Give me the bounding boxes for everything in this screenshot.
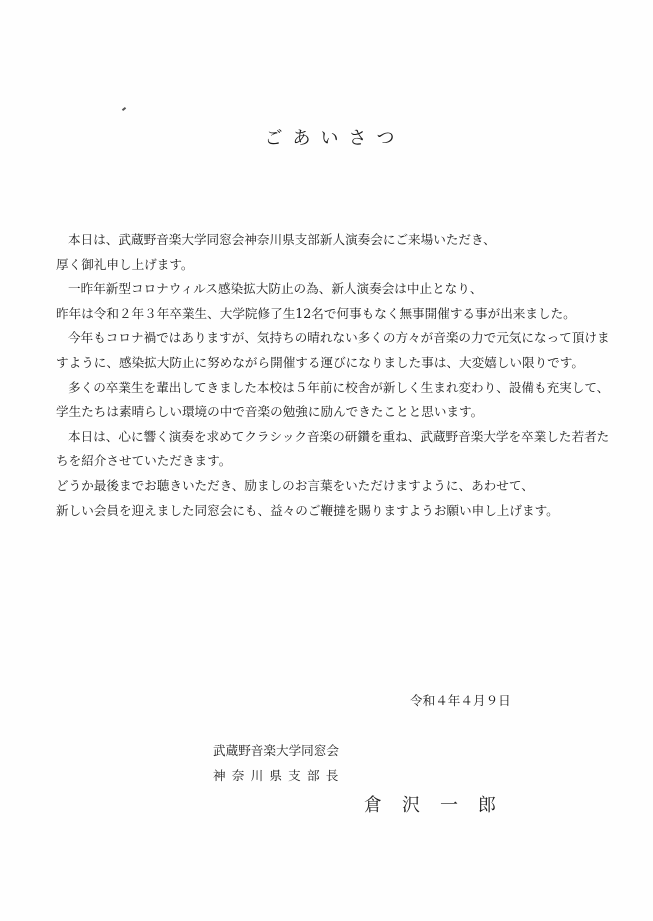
paragraph-introduction: 本日は、心に響く演奏を求めてクラシック音楽の研鑽を重ね、武蔵野音楽大学を卒業した若者たちを紹介させていただきます。: [56, 428, 610, 469]
position-title: 神奈川県支部長: [213, 768, 345, 783]
paragraph-closing: どうか最後までお聴きいただき、励ましのお言葉をいただけますように、あわせて、 新しい会員を迎えました同窓会にも、益々のご鞭撻を賜りますようお願い申し上げます。: [56, 477, 559, 518]
paragraph-school: 多くの卒業生を輩出してきました本校は５年前に校舎が新しく生まれ変わり、設備も充実して、学生たちは素晴らしい環境の中で音楽の勉強に励んできたことと思います。: [56, 379, 610, 420]
letter-date: 令和４年４月９日: [410, 693, 511, 708]
organization-name: 武蔵野音楽大学同窓会: [213, 743, 339, 758]
signatory-name: 倉沢一郎: [364, 795, 516, 816]
paragraph-history: 一昨年新型コロナウィルス感染拡大防止の為、新人演奏会は中止となり、 昨年は令和２年３年卒業生、大学院修了生12名で何事もなく無事開催する事が出来ました。: [56, 281, 576, 321]
letter-title: ごあいさつ: [264, 128, 405, 149]
paragraph-this-year: 今年もコロナ禍ではありますが、気持ちの晴れない多くの方々が音楽の力で元気になって頂けますように、感染拡大防止に努めながら開催する運びになりました事は、大変嬉しい限りです。: [56, 330, 610, 370]
scan-speck: [122, 107, 126, 111]
sender-block: [213, 738, 345, 788]
paragraph-welcome: 本日は、武蔵野音楽大学同窓会神奈川県支部新人演奏会にご来場いただき、 厚く御礼申し上げます。: [56, 232, 496, 272]
letter-body: [56, 228, 616, 523]
